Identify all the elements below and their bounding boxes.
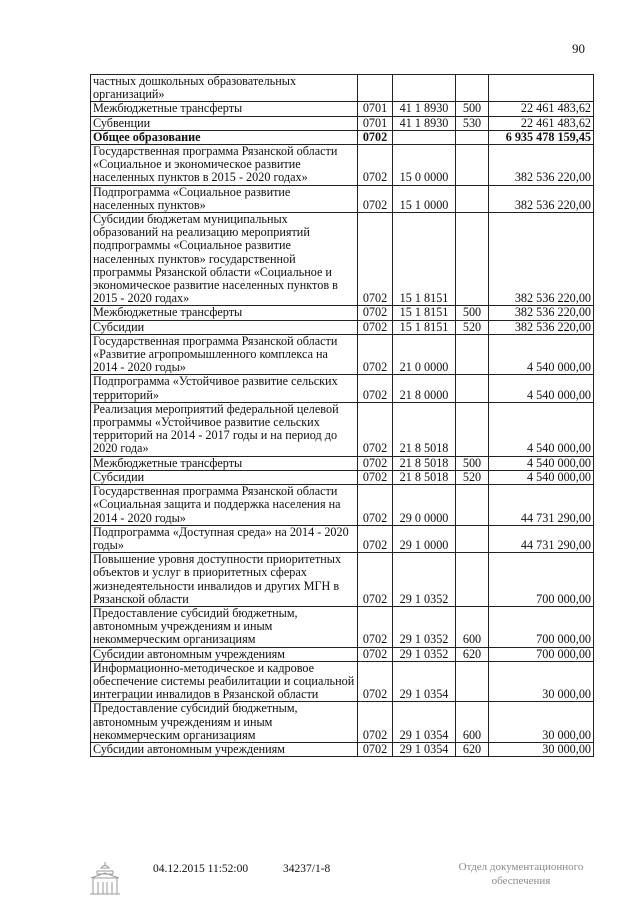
- row-name: Подпрограмма «Устойчивое развитие сельских территорий»: [91, 375, 358, 402]
- row-amount: 382 536 220,00: [489, 320, 594, 334]
- row-expense-type-code: [456, 145, 489, 186]
- row-name: Информационно-методическое и кадровое обеспечение системы реабилитации и социальной интеграции инвалидов в Рязанской области: [91, 661, 358, 702]
- row-amount: 700 000,00: [489, 553, 594, 607]
- row-amount: 382 536 220,00: [489, 145, 594, 186]
- row-section-code: 0702: [358, 485, 393, 526]
- table-row: [91, 145, 594, 186]
- row-target-code: 29 1 0352: [393, 606, 456, 647]
- row-name: Подпрограмма «Социальное развитие населенных пунктов»: [91, 185, 358, 212]
- table-row: [91, 375, 594, 402]
- row-expense-type-code: [456, 525, 489, 552]
- row-expense-type-code: 530: [456, 116, 489, 130]
- row-target-code: 29 1 0354: [393, 661, 456, 702]
- table-row: [91, 320, 594, 334]
- row-expense-type-code: 620: [456, 742, 489, 756]
- row-name: Субсидии: [91, 320, 358, 334]
- row-expense-type-code: 520: [456, 320, 489, 334]
- row-amount: 22 461 483,62: [489, 116, 594, 130]
- row-name: Субвенции: [91, 116, 358, 130]
- row-name: Субсидии: [91, 470, 358, 484]
- row-target-code: 41 1 8930: [393, 102, 456, 116]
- row-expense-type-code: 520: [456, 470, 489, 484]
- row-target-code: 15 1 8151: [393, 213, 456, 306]
- row-section-code: 0702: [358, 130, 393, 144]
- row-target-code: 15 1 8151: [393, 320, 456, 334]
- row-target-code: 21 8 5018: [393, 402, 456, 456]
- row-section-code: 0702: [358, 185, 393, 212]
- row-amount: [489, 75, 594, 102]
- table-row: [91, 102, 594, 116]
- row-amount: 30 000,00: [489, 742, 594, 756]
- row-section-code: 0702: [358, 553, 393, 607]
- table-row: [91, 402, 594, 456]
- row-target-code: 29 1 0352: [393, 647, 456, 661]
- row-section-code: 0702: [358, 606, 393, 647]
- table-row: [91, 116, 594, 130]
- row-expense-type-code: 500: [456, 306, 489, 320]
- table-row: [91, 130, 594, 144]
- row-section-code: 0702: [358, 334, 393, 375]
- row-name: Государственная программа Рязанской области «Социальное и экономическое развитие населенных пунктов в 2015 - 2020 годах»: [91, 145, 358, 186]
- row-target-code: 21 8 5018: [393, 470, 456, 484]
- row-expense-type-code: 600: [456, 702, 489, 743]
- row-target-code: 21 8 5018: [393, 456, 456, 470]
- table-row: [91, 606, 594, 647]
- row-section-code: 0702: [358, 213, 393, 306]
- row-amount: 4 540 000,00: [489, 375, 594, 402]
- row-target-code: 15 1 0000: [393, 185, 456, 212]
- row-section-code: 0702: [358, 320, 393, 334]
- row-section-code: 0702: [358, 702, 393, 743]
- row-target-code: 29 1 0354: [393, 702, 456, 743]
- row-name: Субсидии автономным учреждениям: [91, 742, 358, 756]
- row-expense-type-code: 500: [456, 456, 489, 470]
- row-target-code: 21 0 0000: [393, 334, 456, 375]
- table-row: [91, 306, 594, 320]
- row-name: Предоставление субсидий бюджетным, автономным учреждениям и иным некоммерческим организациям: [91, 606, 358, 647]
- row-name: частных дошкольных образовательных организаций»: [91, 75, 358, 102]
- building-stamp-icon: [88, 860, 122, 899]
- row-section-code: 0702: [358, 456, 393, 470]
- table-row: [91, 75, 594, 102]
- row-section-code: [358, 75, 393, 102]
- row-amount: 30 000,00: [489, 661, 594, 702]
- row-amount: 44 731 290,00: [489, 485, 594, 526]
- row-target-code: 41 1 8930: [393, 116, 456, 130]
- row-target-code: 15 0 0000: [393, 145, 456, 186]
- table-row: [91, 647, 594, 661]
- footer-department-line2: обеспечения: [491, 875, 551, 887]
- footer-department-line1: Отдел документационного: [458, 861, 584, 873]
- row-expense-type-code: [456, 553, 489, 607]
- row-amount: 700 000,00: [489, 647, 594, 661]
- row-target-code: 29 1 0000: [393, 525, 456, 552]
- row-amount: 4 540 000,00: [489, 456, 594, 470]
- table-row: [91, 485, 594, 526]
- row-target-code: 15 1 8151: [393, 306, 456, 320]
- row-expense-type-code: [456, 185, 489, 212]
- table-row: [91, 470, 594, 484]
- row-name: Государственная программа Рязанской области «Социальная защита и поддержка населения на 2014 - 2020 годы»: [91, 485, 358, 526]
- row-section-code: 0701: [358, 116, 393, 130]
- row-target-code: 29 1 0354: [393, 742, 456, 756]
- table-row: [91, 702, 594, 743]
- budget-table: [90, 74, 594, 757]
- row-section-code: 0702: [358, 661, 393, 702]
- row-name: Субсидии автономным учреждениям: [91, 647, 358, 661]
- row-amount: 6 935 478 159,45: [489, 130, 594, 144]
- row-name: Межбюджетные трансферты: [91, 306, 358, 320]
- row-name: Субсидии бюджетам муниципальных образований на реализацию мероприятий подпрограммы «Социальное развитие населенных пунктов» государственной программы Рязанской области «Социальное и экономическое развитие населенных пунктов в 2015 - 2020 годах»: [91, 213, 358, 306]
- row-expense-type-code: [456, 213, 489, 306]
- row-amount: 30 000,00: [489, 702, 594, 743]
- row-name: Предоставление субсидий бюджетным, автономным учреждениям и иным некоммерческим организациям: [91, 702, 358, 743]
- row-name: Государственная программа Рязанской области «Развитие агропромышленного комплекса на 2014 - 2020 годы»: [91, 334, 358, 375]
- row-target-code: 21 8 0000: [393, 375, 456, 402]
- row-section-code: 0702: [358, 525, 393, 552]
- row-expense-type-code: [456, 375, 489, 402]
- row-section-code: 0702: [358, 742, 393, 756]
- row-expense-type-code: [456, 334, 489, 375]
- row-name: Подпрограмма «Доступная среда» на 2014 - 2020 годы»: [91, 525, 358, 552]
- row-amount: 4 540 000,00: [489, 470, 594, 484]
- row-expense-type-code: 500: [456, 102, 489, 116]
- row-target-code: 29 0 0000: [393, 485, 456, 526]
- table-row: [91, 213, 594, 306]
- row-section-code: 0702: [358, 402, 393, 456]
- row-section-code: 0702: [358, 470, 393, 484]
- table-row: [91, 661, 594, 702]
- row-expense-type-code: [456, 661, 489, 702]
- table-row: [91, 185, 594, 212]
- row-target-code: [393, 130, 456, 144]
- table-row: [91, 334, 594, 375]
- row-expense-type-code: [456, 75, 489, 102]
- footer-timestamp: 04.12.2015 11:52:00: [153, 863, 249, 875]
- row-amount: 44 731 290,00: [489, 525, 594, 552]
- row-expense-type-code: [456, 130, 489, 144]
- table-row: [91, 553, 594, 607]
- row-expense-type-code: [456, 402, 489, 456]
- row-expense-type-code: [456, 485, 489, 526]
- page-number: 90: [572, 41, 585, 56]
- row-amount: 4 540 000,00: [489, 334, 594, 375]
- row-amount: 382 536 220,00: [489, 185, 594, 212]
- row-section-code: 0702: [358, 375, 393, 402]
- page-footer: [0, 860, 640, 900]
- row-name: Межбюджетные трансферты: [91, 102, 358, 116]
- footer-department: [448, 860, 594, 888]
- row-name: Общее образование: [91, 130, 358, 144]
- row-amount: 700 000,00: [489, 606, 594, 647]
- table-row: [91, 456, 594, 470]
- row-section-code: 0702: [358, 647, 393, 661]
- row-name: Межбюджетные трансферты: [91, 456, 358, 470]
- row-section-code: 0702: [358, 306, 393, 320]
- row-amount: 22 461 483,62: [489, 102, 594, 116]
- row-amount: 382 536 220,00: [489, 306, 594, 320]
- row-name: Повышение уровня доступности приоритетных объектов и услуг в приоритетных сферах жизнедеятельности инвалидов и других МГН в Рязанской области: [91, 553, 358, 607]
- table-row: [91, 742, 594, 756]
- row-section-code: 0701: [358, 102, 393, 116]
- row-name: Реализация мероприятий федеральной целевой программы «Устойчивое развитие сельских территорий на 2014 - 2017 годы и на период до 2020 года»: [91, 402, 358, 456]
- row-section-code: 0702: [358, 145, 393, 186]
- row-expense-type-code: 620: [456, 647, 489, 661]
- row-amount: 382 536 220,00: [489, 213, 594, 306]
- row-target-code: [393, 75, 456, 102]
- row-expense-type-code: 600: [456, 606, 489, 647]
- row-target-code: 29 1 0352: [393, 553, 456, 607]
- table-row: [91, 525, 594, 552]
- footer-document-number: 34237/1-8: [283, 863, 331, 875]
- row-amount: 4 540 000,00: [489, 402, 594, 456]
- budget-table-body: [91, 75, 594, 757]
